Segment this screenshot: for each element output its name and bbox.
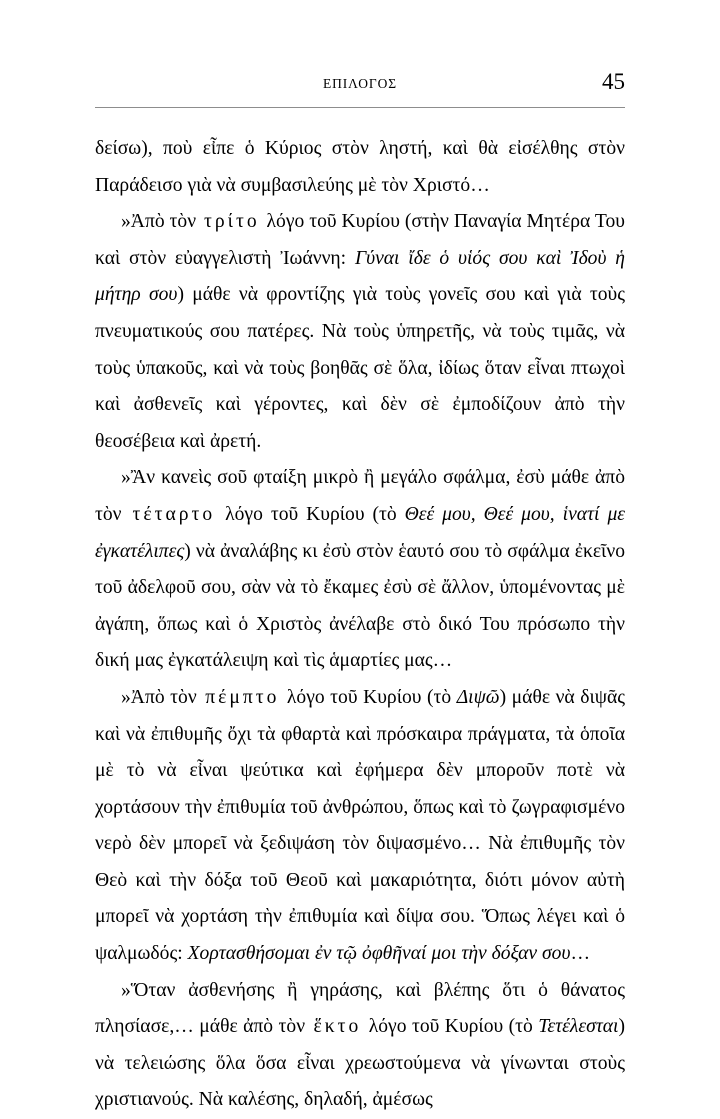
tracked-ordinal: τέταρτο [132, 503, 216, 525]
text-run: »Ἀπὸ τὸν [121, 211, 202, 233]
paragraph [95, 204, 625, 460]
text-run: ) μάθε νὰ φροντίζης γιὰ τοὺς γονεῖς σου καὶ γιὰ τοὺς πνευματικούς σου πατέρες. Νὰ τοὺς ὑπηρετῆς, νὰ τοὺς τιμᾶς, νὰ τοὺς ὑπακοῦς, καὶ νὰ τοὺς βοηθᾶς σὲ ὅλα, ἰδίως ὅταν εἶναι πτωχοὶ καὶ ἀσθενεῖς καὶ γέροντες, καὶ δὲν σὲ ἐμποδίζουν ἀπὸ τὴν θεοσέβεια καὶ ἀρετή. [95, 284, 625, 452]
text-run: δείσω), ποὺ εἶπε ὁ Κύριος στὸν ληστή, καὶ θὰ εἰσέλθης στὸν Παράδεισο γιὰ νὰ συμβασιλεύης μὲ τὸν Χριστό… [95, 138, 625, 196]
running-head [95, 69, 625, 98]
tracked-ordinal: τρίτο [204, 211, 260, 233]
header-rule [95, 107, 625, 108]
paragraph [95, 460, 625, 680]
text-run: »Ἀπὸ τὸν [121, 686, 203, 708]
text-run: ) νὰ τελειώσης ὅλα ὅσα εἶναι χρεωστούμενα νὰ γίνωνται στοὺς χριστιανούς. Νὰ καλέσης, δηλαδή, ἀμέσως [95, 1016, 626, 1111]
text-run: λόγο τοῦ Κυρίου (τὸ [217, 503, 405, 525]
paragraph [95, 131, 625, 204]
body-text-block [95, 131, 625, 1119]
text-run: ) μάθε νὰ διψᾶς καὶ νὰ ἐπιθυμῆς ὄχι τὰ φθαρτὰ καὶ πρόσκαιρα πράγματα, τὰ ὁποῖα μὲ τὸ νὰ εἶναι ψεύτικα καὶ ἐφήμερα δὲν μποροῦν ποτὲ νὰ χορτάσουν τὴν ἐπιθυμία τοῦ ἀνθρώπου, ὅπως καὶ τὸ ζωγραφισμένο νερὸ δὲν μπορεῖ νὰ ξεδιψάση τὸν διψασμένο… Νὰ ἐπιθυμῆς τὸν Θεὸ καὶ τὴν δόξα τοῦ Θεοῦ καὶ μακαριότητα, διότι μόνον αὐτὴ μπορεῖ νὰ χορτάση τὴν ἐπιθυμία καὶ δίψα σου. Ὅπως λέγει καὶ ὁ ψαλμωδός: [95, 686, 626, 965]
running-head-title: ΕΠΙΛΟΓΟΣ [322, 76, 398, 91]
scripture-quote: Τετέλεσται [538, 1016, 619, 1038]
text-run: »Ἂν κανεὶς σοῦ φταίξη μικρὸ ἢ μεγάλο σφάλμα, ἐσὺ μάθε ἀπὸ τὸν [95, 467, 625, 525]
text-run: λόγο τοῦ Κυρίου (τὸ [281, 686, 457, 708]
text-run: λόγο τοῦ Κυρίου (στὴν Παναγία Μητέρα Του καὶ στὸν εὐαγγελιστὴ Ἰωάννη: [95, 211, 625, 269]
text-run: … [570, 943, 591, 965]
text-run: λόγο τοῦ Κυρίου (τὸ [363, 1016, 539, 1038]
text-run: »Ὅταν ἀσθενήσης ἢ γηράσης, καὶ βλέπης ὅτι ὁ θάνατος πλησίασε,… μάθε ἀπὸ τὸν [95, 979, 625, 1038]
tracked-ordinal: πέμπτο [205, 686, 280, 708]
page-number: 45 [602, 69, 625, 94]
scripture-quote: Γύναι ἴδε ὁ υἱός σου καὶ Ἰδοὺ ἡ μήτηρ σου [95, 247, 625, 306]
paragraph [95, 973, 625, 1119]
scripture-quote: Χορτασθήσομαι ἐν τῷ ὀφθῆναί μοι τὴν δόξαν σου [187, 943, 571, 965]
text-run: ) νὰ ἀναλάβης κι ἐσὺ στὸν ἑαυτό σου τὸ σφάλμα ἐκεῖνο τοῦ ἀδελφοῦ σου, σὰν νὰ τὸ ἔκαμες ἐσὺ σὲ ἄλλον, ὑπομένοντας μὲ ἀγάπη, ὅπως καὶ ὁ Χριστὸς ἀνέλαβε στὸ δικό Του πρόσωπο τὴν δική μας ἐγκατάλειψη καὶ τὶς ἁμαρτίες μας… [95, 540, 625, 672]
paragraph [95, 680, 625, 973]
scripture-quote: Θεέ μου, Θεέ μου, ἱνατί με ἐγκατέλιπες [95, 503, 625, 562]
tracked-ordinal: ἕκτο [313, 1016, 362, 1038]
scripture-quote: Διψῶ [456, 686, 500, 708]
